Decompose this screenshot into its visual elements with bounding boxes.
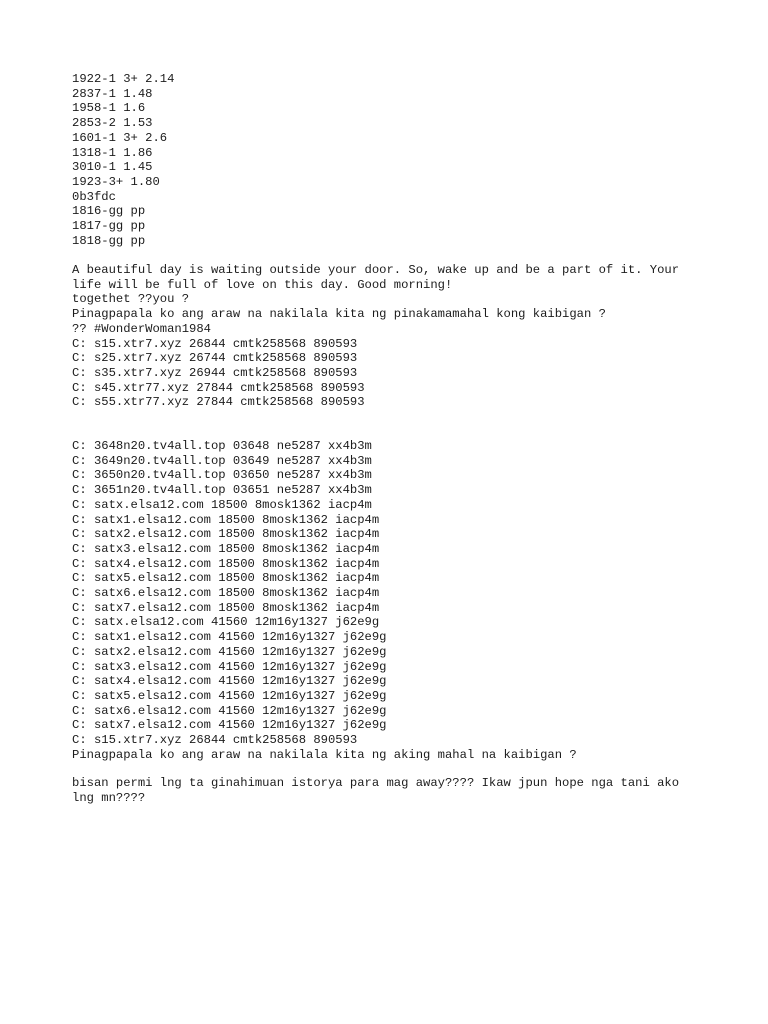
text-line: C: 3648n20.tv4all.top 03648 ne5287 xx4b3m xyxy=(72,439,372,453)
text-line: C: satx1.elsa12.com 18500 8mosk1362 iacp4m xyxy=(72,512,380,527)
text-line: A beautiful day is waiting outside your door. So, wake up and be a part of it. Your life will be full of love on this day. Good morning! xyxy=(72,263,687,292)
text-line: C: 3651n20.tv4all.top 03651 ne5287 xx4b3m xyxy=(72,483,372,498)
server-list xyxy=(72,439,712,762)
text-line: C: satx7.elsa12.com 41560 12m16y1327 j62e9g xyxy=(72,718,387,733)
text-line: C: satx2.elsa12.com 41560 12m16y1327 j62e9g xyxy=(72,644,387,659)
text-line: togethet ??you ? xyxy=(72,292,190,307)
closing-paragraph xyxy=(72,776,700,805)
text-line: 1923-3+ 1.80 xyxy=(72,174,160,189)
text-line: 1318-1 1.86 xyxy=(72,145,153,160)
text-line: C: 3650n20.tv4all.top 03650 ne5287 xx4b3m xyxy=(72,468,372,483)
text-line: C: s35.xtr7.xyz 26944 cmtk258568 890593 xyxy=(72,365,358,380)
text-line: C: satx2.elsa12.com 18500 8mosk1362 iacp4m xyxy=(72,527,380,542)
text-line: C: satx3.elsa12.com 41560 12m16y1327 j62e9g xyxy=(72,659,387,674)
text-line: ?? #WonderWoman1984 xyxy=(72,321,211,336)
text-line: C: satx6.elsa12.com 41560 12m16y1327 j62e9g xyxy=(72,703,387,718)
text-line: C: s45.xtr77.xyz 27844 cmtk258568 890593 xyxy=(72,380,365,395)
text-line: C: s55.xtr77.xyz 27844 cmtk258568 890593 xyxy=(72,395,365,410)
text-line: C: satx1.elsa12.com 41560 12m16y1327 j62e9g xyxy=(72,630,387,645)
text-line: C: satx6.elsa12.com 18500 8mosk1362 iacp4m xyxy=(72,586,380,601)
text-line: C: s15.xtr7.xyz 26844 cmtk258568 890593 xyxy=(72,336,358,351)
text-line: C: satx4.elsa12.com 41560 12m16y1327 j62e9g xyxy=(72,674,387,689)
text-line: 1816-gg pp xyxy=(72,204,146,219)
text-line: 1601-1 3+ 2.6 xyxy=(72,130,168,145)
text-line: C: satx.elsa12.com 41560 12m16y1327 j62e9g xyxy=(72,615,380,630)
message-block xyxy=(72,263,712,410)
text-line: C: satx.elsa12.com 18500 8mosk1362 iacp4m xyxy=(72,497,372,512)
text-line: 1817-gg pp xyxy=(72,219,146,234)
text-line: Pinagpapala ko ang araw na nakilala kita ng aking mahal na kaibigan ? xyxy=(72,747,577,762)
text-line: Pinagpapala ko ang araw na nakilala kita ng pinakamamahal kong kaibigan ? xyxy=(72,307,606,322)
text-line: C: s15.xtr7.xyz 26844 cmtk258568 890593 xyxy=(72,733,358,748)
text-line: C: satx4.elsa12.com 18500 8mosk1362 iacp4m xyxy=(72,556,380,571)
text-line: C: s25.xtr7.xyz 26744 cmtk258568 890593 xyxy=(72,351,358,366)
text-line: bisan permi lng ta ginahimuan istorya para mag away???? Ikaw jpun hope nga tani ako lng mn???? xyxy=(72,776,687,805)
text-line: 1958-1 1.6 xyxy=(72,101,146,116)
text-line: 3010-1 1.45 xyxy=(72,160,153,175)
text-line: C: 3649n20.tv4all.top 03649 ne5287 xx4b3m xyxy=(72,453,372,468)
text-line: 2837-1 1.48 xyxy=(72,86,153,101)
code-list xyxy=(72,72,712,248)
text-line: 2853-2 1.53 xyxy=(72,116,153,131)
text-line: 0b3fdc xyxy=(72,189,116,204)
text-line: C: satx5.elsa12.com 41560 12m16y1327 j62e9g xyxy=(72,688,387,703)
text-line: 1818-gg pp xyxy=(72,233,146,248)
text-line: C: satx3.elsa12.com 18500 8mosk1362 iacp4m xyxy=(72,541,380,556)
text-line: C: satx7.elsa12.com 18500 8mosk1362 iacp4m xyxy=(72,600,380,615)
text-line: C: satx5.elsa12.com 18500 8mosk1362 iacp4m xyxy=(72,571,380,586)
text-line: 1922-1 3+ 2.14 xyxy=(72,72,175,86)
